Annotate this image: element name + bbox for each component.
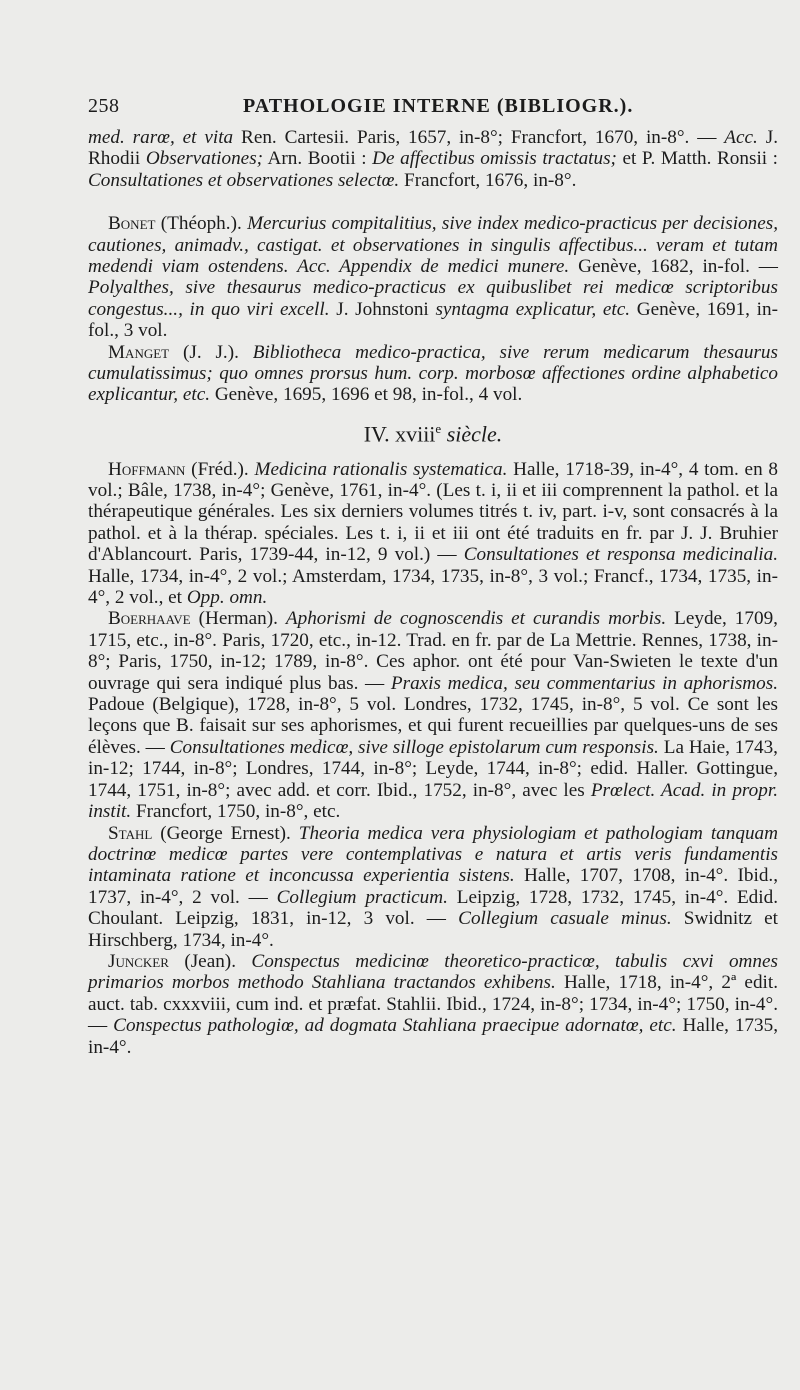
entry-title: Aphorismi de cognoscendis et curandis morbis.	[285, 608, 667, 630]
running-title: PATHOLOGIE INTERNE (BIBLIOGR.).	[243, 95, 634, 117]
entry-text: Padoue (Belgique), 1728, in-8°, 5 vol. Londres, 1732, 1745, in-8°, 5 vol. Ce sont les leçons que B. faisait sur ses aphorismes, et qui furent recueillies par quelques-uns de ses élèves. —	[88, 694, 778, 758]
author-firstname: (Fréd.).	[185, 458, 255, 480]
body-text	[88, 127, 778, 1058]
entry-text: Francfort, 1676, in-8°.	[399, 169, 577, 191]
entry-text: J. Rhodii	[88, 127, 778, 170]
author-firstname: (Herman).	[190, 608, 286, 630]
entry-title: med. rarœ, et vita	[88, 127, 234, 148]
entry-title: Consultationes et observationes selectœ.	[88, 169, 400, 191]
entry-text: Halle, 1735, in-4°.	[88, 1015, 779, 1058]
entry-manget	[88, 342, 778, 406]
section-heading	[88, 418, 778, 445]
author-firstname: (J. J.).	[169, 341, 253, 363]
entry-bonet	[88, 213, 778, 341]
author-firstname: (Théoph.).	[155, 213, 248, 235]
author-name: Manget	[108, 341, 170, 363]
entry-text: Halle, 1718, in-4°, 2ª edit. auct. tab. cxxxviii, cum ind. et præfat. Stahlii. Ibid., 1724, in-8°; 1734, in-4°; 1750, in-4°. —	[88, 972, 778, 1037]
entry-title: Mercurius compitalitius, sive index medico-practicus per decisiones, cautiones, animadv., castigat. et observationes in singulis affectibus... veram et tutam medendi viam ostendens. Acc. Appendix de medici munere.	[88, 213, 778, 278]
section-numeral: IV. xviii	[363, 421, 436, 447]
entry-text: Swidnitz et Hirschberg, 1734, in-4°.	[88, 908, 779, 951]
entry-text: Genève, 1691, in-fol., 3 vol.	[88, 298, 778, 342]
entry-text: Genève, 1695, 1696 et 98, in-fol., 4 vol.	[210, 384, 523, 406]
author-firstname: (George Ernest).	[152, 822, 299, 844]
entry-text: La Haie, 1743, in-12; 1744, in-8°; Londres, 1744, in-8°; Leyde, 1744, in-8°; edid. Haller. Gottingue, 1744, 1751, in-8°; avec add. et corr. Ibid., 1752, in-8°, avec les	[88, 736, 778, 801]
author-name: Bonet	[108, 213, 156, 235]
entry-title: Consultationes et responsa medicinalia.	[463, 544, 779, 566]
entry-title: Consultationes medicœ, sive silloge epistolarum cum responsis.	[169, 736, 659, 758]
entry-text: Arn. Bootii :	[263, 148, 373, 170]
entry-title: syntagma explicatur, etc.	[435, 298, 631, 320]
entry-text: J. Johnstoni	[329, 298, 436, 320]
author-name: Hoffmann	[108, 458, 186, 480]
author-name: Boerhaave	[108, 608, 191, 630]
entry-title: Collegium practicum.	[276, 886, 448, 908]
entry-text: Leipzig, 1728, 1732, 1745, in-4°. Edid. Choulant. Leipzig, 1831, in-12, 3 vol. —	[88, 886, 778, 930]
page-header	[88, 95, 778, 123]
entry-boerhaave	[88, 608, 778, 822]
entry-title: Opp. omn.	[186, 587, 268, 609]
section-label: siècle.	[446, 421, 503, 447]
entry-text: Halle, 1707, 1708, in-4°. Ibid., 1737, in-4°, 2 vol. —	[88, 865, 779, 908]
entry-title: Collegium casuale minus.	[458, 908, 672, 930]
entry-title: Prœlect. Acad. in propr. instit.	[88, 779, 778, 823]
entry-juncker	[88, 951, 778, 1058]
entry-title: Observationes;	[145, 148, 264, 170]
entry-title: Theoria medica vera physiologiam et pathologiam tanquam doctrinœ medicœ partes vere contemplativas e natura et artis veris fundamentis intaminata ratione et inconcussa experientia sistens.	[88, 822, 778, 887]
entry-text: Francfort, 1750, in-8°, etc.	[131, 801, 341, 823]
author-firstname: (Jean).	[168, 950, 252, 972]
entry-rhodius-continued	[88, 127, 778, 191]
entry-title: Conspectus medicinœ theoretico-practicœ, tabulis cxvi omnes primarios morbos methodo Stahliana tractandos exhibens.	[88, 950, 778, 994]
author-name: Stahl	[108, 822, 153, 844]
entry-title: De affectibus omissis tractatus;	[372, 148, 617, 170]
entry-text: Genève, 1682, in-fol. —	[569, 256, 778, 278]
entry-text: et P. Matth. Ronsii :	[616, 148, 779, 170]
entry-text: Halle, 1718-39, in-4°, 4 tom. en 8 vol.; Bâle, 1738, in-4°; Genève, 1761, in-4°. (Les t. i, ii et iii comprennent la pathol. et la thérapeutique générales. Les six derniers volumes titrés t. iv, part. i-v, sont consacrés à la pathol. et à la thérap. spéciales. Les t. i, ii et iii ont été traduits en fr. par J. J. Bruhier d'Ablancourt. Paris, 1739-44, in-12, 9 vol.) —	[88, 458, 778, 566]
entry-title: Polyalthes, sive thesaurus medico-practicus ex quibuslibet rei medicœ scriptoribus congestus..., in quo viri excell.	[88, 277, 778, 320]
entry-title: Praxis medica, seu commentarius in aphorismos.	[390, 672, 779, 694]
entry-stahl	[88, 823, 778, 951]
section-superscript: e	[435, 420, 442, 436]
page-number: 258	[88, 95, 120, 117]
entry-text: Leyde, 1709, 1715, etc., in-8°. Paris, 1720, etc., in-12. Trad. en fr. par de La Mettrie. Rennes, 1738, in-8°; Paris, 1750, in-12; 1789, in-8°. Ces aphor. ont été pour Van-Swieten le texte d'un ouvrage qui sera indiqué plus bas. —	[88, 608, 778, 694]
entry-title: Acc.	[724, 127, 758, 148]
spacer	[88, 191, 778, 213]
entry-title: Medicina rationalis systematica.	[254, 458, 508, 480]
author-name: Juncker	[108, 950, 169, 972]
entry-text: Ren. Cartesii. Paris, 1657, in-8°; Francfort, 1670, in-8°. —	[233, 127, 725, 148]
entry-text: Halle, 1734, in-4°, 2 vol.; Amsterdam, 1734, 1735, in-8°, 3 vol.; Francf., 1734, 1735, in-4°, 2 vol., et	[88, 565, 778, 609]
entry-title: Bibliotheca medico-practica, sive rerum medicarum thesaurus cumulatissimus; quo omnes prorsus hum. corp. morbosœ affectiones ordine alphabetico explicantur, etc.	[88, 341, 778, 406]
entry-title: Conspectus pathologiœ, ad dogmata Stahliana praecipue adornatœ, etc.	[113, 1015, 677, 1037]
entry-hoffmann	[88, 459, 778, 609]
